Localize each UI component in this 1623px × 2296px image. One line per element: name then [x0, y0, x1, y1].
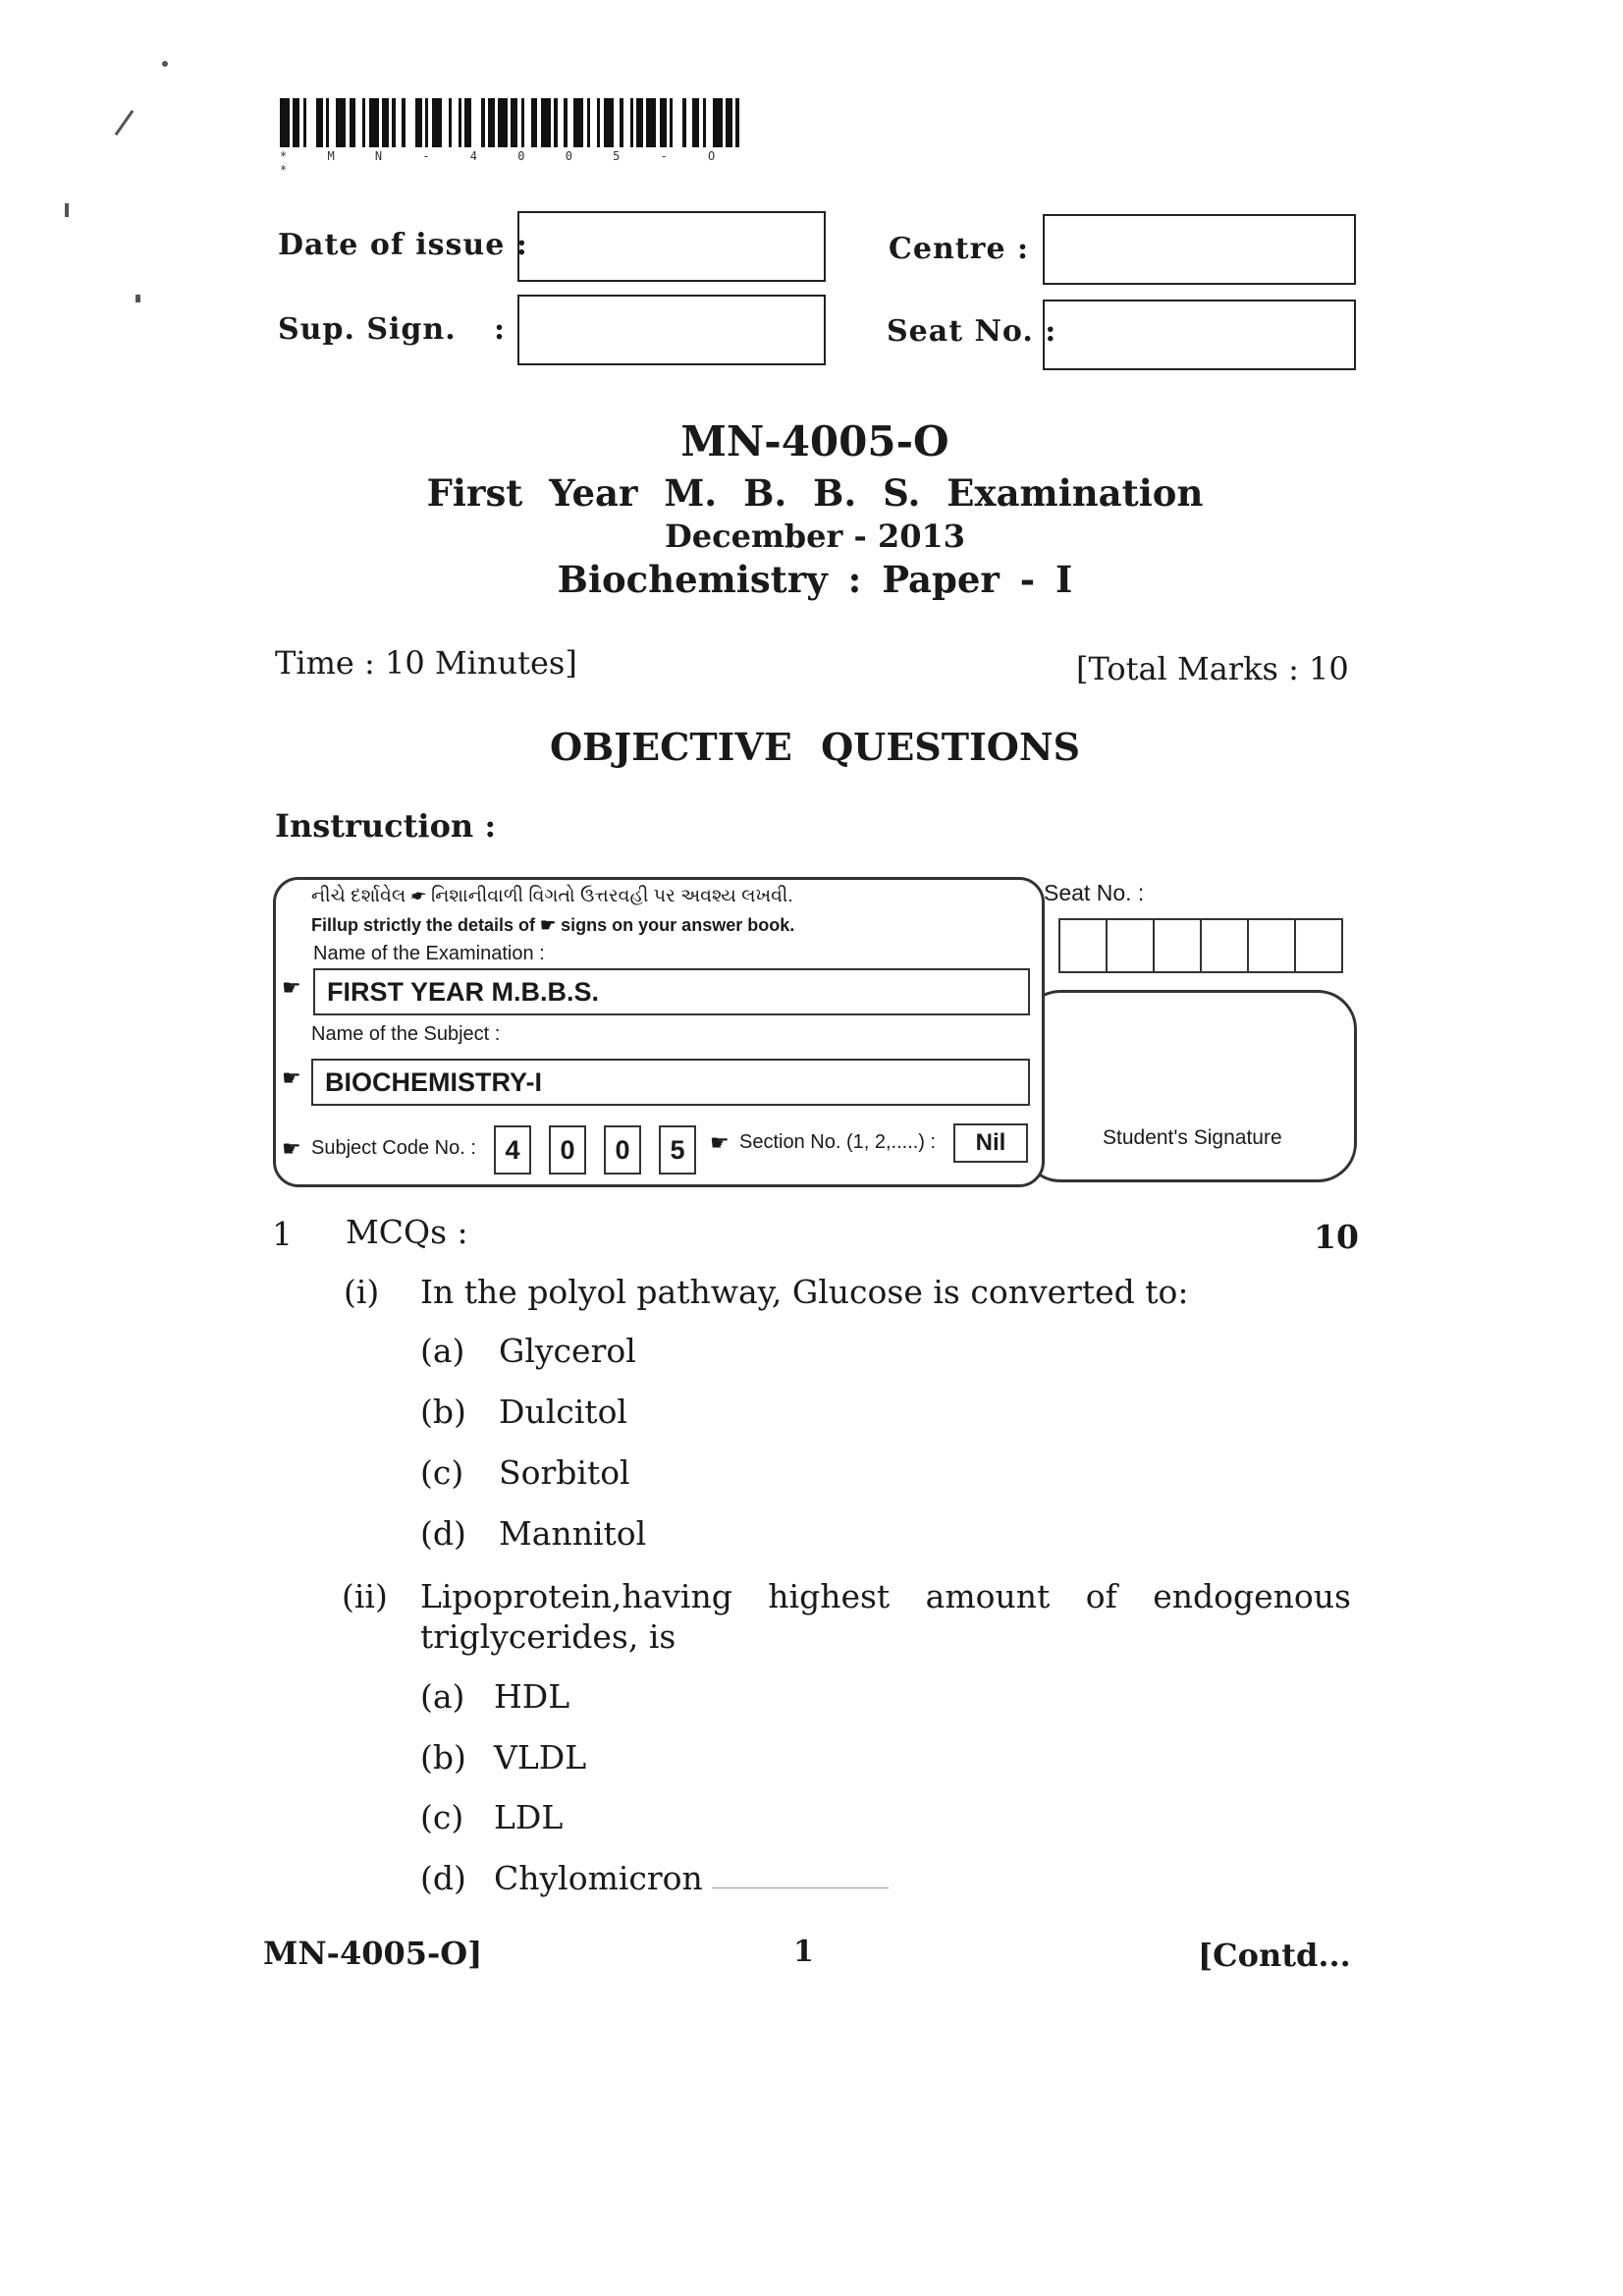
exam-name: First Year M. B. B. S. Examination	[426, 471, 1204, 515]
subject-code-digits	[494, 1125, 696, 1175]
card-seat-no-label: Seat No. :	[1044, 880, 1145, 905]
exam-name-field[interactable]: FIRST YEAR M.B.B.S.	[313, 968, 1030, 1015]
seat-no-cell[interactable]	[1106, 918, 1155, 973]
footer-paper-code: MN-4005-O]	[263, 1935, 483, 1972]
footer-continued: [Contd...	[1198, 1937, 1351, 1974]
barcode-text: * M N - 4 0 0 5 - O *	[280, 149, 732, 177]
subject-code-digit[interactable]: 4	[494, 1125, 531, 1175]
instruction-card	[273, 877, 1045, 1187]
barcode-bar	[336, 98, 346, 147]
barcode-bar	[406, 98, 415, 147]
barcode-bar	[558, 98, 565, 147]
question-text: In the polyol pathway, Glucose is converted to:	[420, 1273, 1189, 1311]
pointer-icon: ☛	[282, 1066, 301, 1091]
question-label: (ii)	[342, 1577, 388, 1615]
barcode-bar	[590, 98, 597, 147]
scan-stroke	[115, 110, 135, 136]
barcode-bar	[498, 98, 508, 147]
barcode-bar	[306, 98, 316, 147]
centre-label: Centre :	[889, 232, 1030, 266]
option-key: (d)	[420, 1514, 466, 1553]
pointer-icon: ☛	[710, 1131, 730, 1156]
end-of-section-line	[712, 1887, 889, 1888]
barcode-bar	[614, 98, 621, 147]
barcode-bar	[706, 98, 713, 147]
barcode-bar	[636, 98, 643, 147]
date-of-issue-label: Date of issue :	[278, 228, 528, 262]
option-key: (b)	[420, 1393, 466, 1431]
option-text: Mannitol	[499, 1514, 647, 1553]
seat-no-cell[interactable]	[1058, 918, 1108, 973]
instruction-label: Instruction :	[275, 807, 497, 845]
question-text-continued: triglycerides, is	[420, 1617, 676, 1656]
question-label: (i)	[344, 1273, 380, 1311]
barcode-bar	[369, 98, 379, 147]
barcode-bar	[280, 98, 290, 147]
barcode-bar	[573, 98, 583, 147]
barcode-bar	[316, 98, 323, 147]
seat-no-cells	[1058, 918, 1343, 973]
scan-dot	[135, 295, 140, 302]
barcode-bar	[488, 98, 495, 147]
sup-sign-colon: :	[494, 312, 507, 347]
barcode-bar	[329, 98, 336, 147]
barcode-bar	[568, 98, 574, 147]
subject-code-digit[interactable]: 0	[604, 1125, 641, 1175]
student-signature-card	[1021, 990, 1357, 1182]
student-signature-label: Student's Signature	[1103, 1126, 1282, 1149]
question-text: Lipoprotein,having highest amount of endogenous	[420, 1577, 1351, 1615]
seat-no-cell[interactable]	[1200, 918, 1249, 973]
option-key: (c)	[420, 1453, 464, 1492]
pointer-icon: ☛	[282, 976, 301, 1001]
seat-no-box[interactable]	[1043, 300, 1356, 370]
sup-sign-box[interactable]	[517, 295, 826, 365]
mcq-marks: 10	[1314, 1218, 1359, 1256]
footer-page-number: 1	[793, 1935, 814, 1969]
option-text: Glycerol	[499, 1332, 636, 1370]
instruction-gujarati: નીચે દર્શાવેલ ☛ નિશાનીવાળી વિગતો ઉત્તરવહી પર અવશ્ય લખવી.	[311, 886, 793, 906]
barcode-bar	[396, 98, 403, 147]
barcode-bar	[452, 98, 459, 147]
centre-box[interactable]	[1043, 214, 1356, 285]
subject-code-digit[interactable]: 0	[549, 1125, 586, 1175]
barcode-bar	[673, 98, 682, 147]
section-title: OBJECTIVE QUESTIONS	[549, 725, 1081, 769]
barcode-bar	[355, 98, 362, 147]
option-key: (d)	[420, 1859, 466, 1897]
option-text: Sorbitol	[499, 1453, 630, 1492]
barcode-bar	[604, 98, 614, 147]
barcode-bar	[739, 98, 746, 147]
seat-no-cell[interactable]	[1294, 918, 1343, 973]
barcode-bar	[692, 98, 699, 147]
barcode-bar	[293, 98, 299, 147]
exam-session: December - 2013	[664, 518, 966, 555]
scan-dot	[65, 203, 69, 217]
subject-code-label: Subject Code No. :	[311, 1137, 476, 1159]
option-key: (a)	[420, 1332, 465, 1370]
barcode-bar	[713, 98, 723, 147]
total-marks: [Total Marks : 10	[1076, 650, 1349, 687]
barcode	[280, 98, 746, 147]
barcode-bar	[726, 98, 732, 147]
mcq-heading: MCQs :	[346, 1213, 468, 1251]
exam-name-field-label: Name of the Examination :	[313, 943, 545, 964]
option-text: VLDL	[494, 1738, 587, 1777]
pointer-icon: ☛	[282, 1137, 301, 1162]
subject-field-label: Name of the Subject :	[311, 1023, 501, 1045]
barcode-bar	[646, 98, 656, 147]
seat-no-cell[interactable]	[1247, 918, 1296, 973]
sup-sign-label: Sup. Sign.	[278, 312, 457, 347]
date-of-issue-box[interactable]	[517, 211, 826, 282]
time-allowed: Time : 10 Minutes]	[275, 644, 577, 682]
subject-code-digit[interactable]: 5	[659, 1125, 696, 1175]
option-text: LDL	[494, 1798, 564, 1836]
option-key: (b)	[420, 1738, 466, 1777]
barcode-bar	[524, 98, 531, 147]
option-text: HDL	[494, 1677, 570, 1716]
barcode-bar	[686, 98, 693, 147]
barcode-bar	[660, 98, 667, 147]
option-key: (c)	[420, 1798, 464, 1836]
seat-no-cell[interactable]	[1153, 918, 1202, 973]
barcode-bar	[415, 98, 422, 147]
barcode-bar	[350, 98, 356, 147]
barcode-bar	[464, 98, 471, 147]
section-no-label: Section No. (1, 2,.....) :	[739, 1131, 937, 1153]
option-key: (a)	[420, 1677, 465, 1716]
barcode-bar	[623, 98, 630, 147]
section-no-field[interactable]: Nil	[953, 1123, 1028, 1163]
subject-field[interactable]: BIOCHEMISTRY-I	[311, 1059, 1030, 1106]
seat-no-label: Seat No. :	[887, 314, 1057, 349]
barcode-bar	[511, 98, 517, 147]
barcode-bar	[531, 98, 538, 147]
question-number: 1	[272, 1215, 293, 1253]
exam-code: MN-4005-O	[680, 417, 949, 465]
option-text: Chylomicron	[494, 1859, 703, 1897]
barcode-bar	[541, 98, 551, 147]
instruction-english: Fillup strictly the details of ☛ signs on your answer book.	[311, 915, 795, 935]
barcode-bar	[471, 98, 481, 147]
scan-dot	[162, 61, 168, 67]
barcode-bar	[432, 98, 442, 147]
option-text: Dulcitol	[499, 1393, 627, 1431]
barcode-bar	[442, 98, 449, 147]
barcode-bar	[382, 98, 389, 147]
exam-paper: Biochemistry : Paper - I	[557, 558, 1073, 601]
